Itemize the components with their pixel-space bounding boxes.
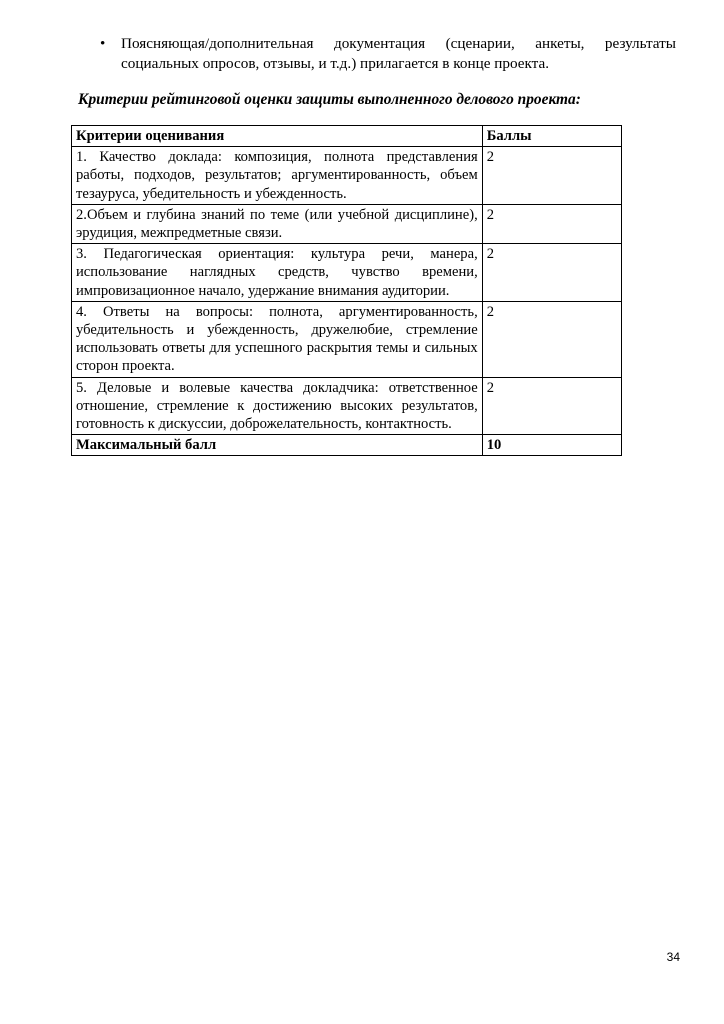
bullet-item <box>100 34 676 74</box>
header-score: Баллы <box>482 126 621 147</box>
page-number: 34 <box>666 950 680 964</box>
criterion-cell: 4. Ответы на вопросы: полнота, аргументированность, убедительность и убежденность, дружелюбие, стремление использовать ответы для успешного раскрытия темы и сильных сторон проекта. <box>72 301 483 377</box>
score-cell: 2 <box>482 147 621 205</box>
table-row <box>72 301 622 377</box>
score-cell: 2 <box>482 204 621 243</box>
header-criteria: Критерии оценивания <box>72 126 483 147</box>
score-cell: 2 <box>482 301 621 377</box>
table-row <box>72 377 622 435</box>
criterion-cell: 3. Педагогическая ориентация: культура речи, манера, использование наглядных средств, чувство времени, импровизационное начало, удержание внимания аудитории. <box>72 244 483 302</box>
bullet-marker: • <box>100 35 106 52</box>
score-cell: 2 <box>482 244 621 302</box>
total-label: Максимальный балл <box>72 435 483 456</box>
bullet-text: Поясняющая/дополнительная документация (сценарии, анкеты, результаты социальных опросов, отзывы, и т.д.) прилагается в конце проекта. <box>121 35 676 72</box>
total-value: 10 <box>482 435 621 456</box>
total-row <box>72 435 622 456</box>
section-title: Критерии рейтинговой оценки защиты выполненного делового проекта: <box>78 91 581 108</box>
criterion-cell: 5. Деловые и волевые качества докладчика: ответственное отношение, стремление к достижению высоких результатов, готовность к дискуссии, доброжелательность, контактность. <box>72 377 483 435</box>
table-header-row <box>72 126 622 147</box>
criteria-table <box>71 125 622 456</box>
table-row <box>72 244 622 302</box>
table-row <box>72 204 622 243</box>
table-row <box>72 147 622 205</box>
score-cell: 2 <box>482 377 621 435</box>
criterion-cell: 1. Качество доклада: композиция, полнота представления работы, подходов, результатов; аргументированность, объем тезауруса, убедительность и убежденность. <box>72 147 483 205</box>
criterion-cell: 2.Объем и глубина знаний по теме (или учебной дисциплине), эрудиция, межпредметные связи. <box>72 204 483 243</box>
